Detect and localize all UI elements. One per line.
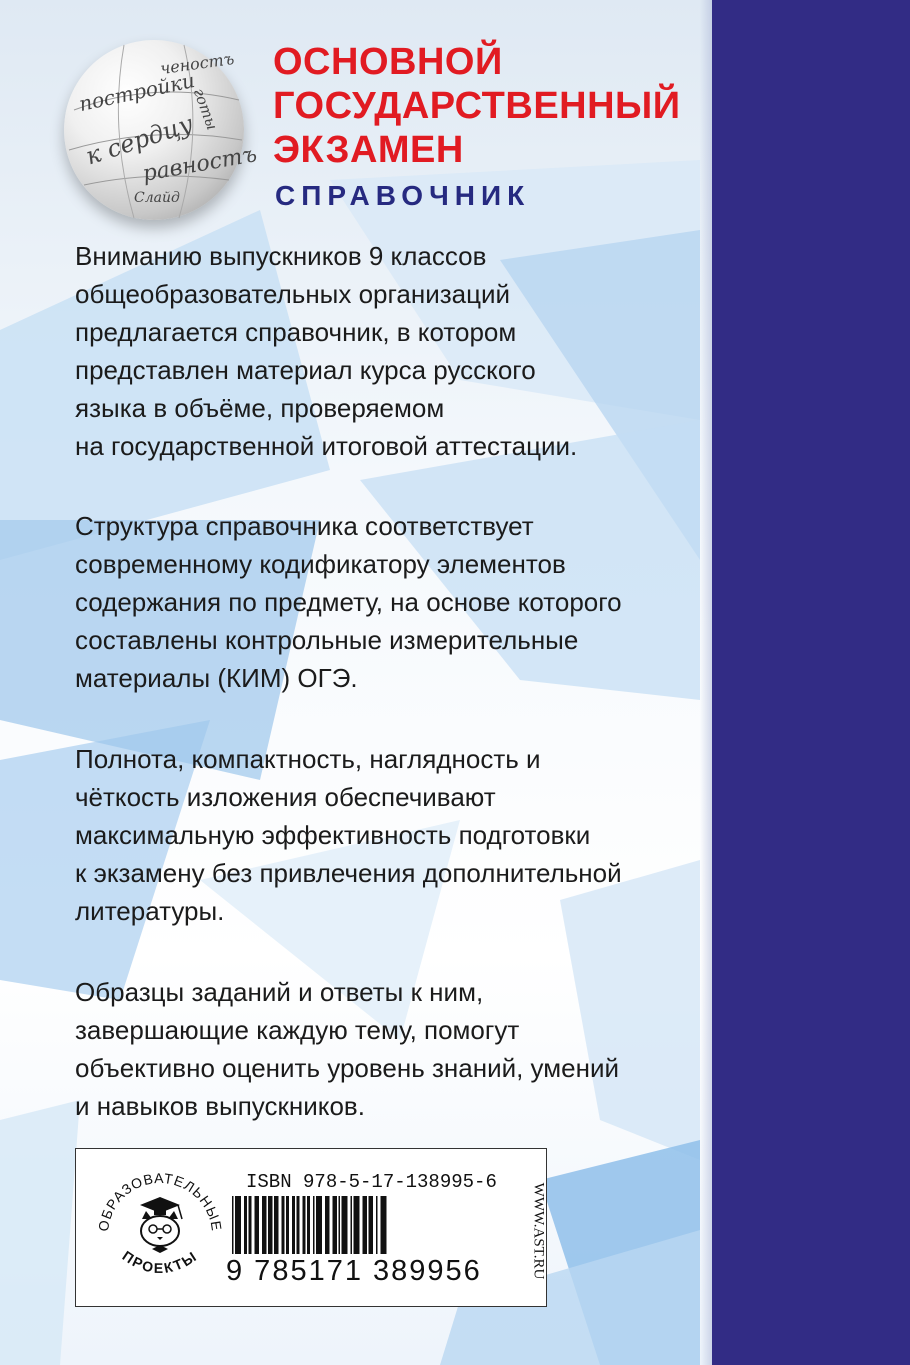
subtitle: СПРАВОЧНИК: [275, 180, 531, 211]
globe-word: Слайд: [134, 190, 180, 206]
barcode-bar: [316, 1196, 322, 1254]
globe-word: готы: [189, 85, 222, 133]
barcode-bar: [274, 1196, 279, 1254]
barcode-bar: [369, 1196, 374, 1254]
barcode-bar: [268, 1196, 273, 1254]
barcode-bar: [354, 1196, 360, 1254]
paragraph-line: литературы.: [75, 896, 225, 926]
barcode-bar: [303, 1196, 306, 1254]
exam-title: [273, 40, 681, 172]
paragraph-3: [75, 740, 695, 930]
paragraph-line: представлен материал курса русского: [75, 355, 536, 385]
barcode-bar: [249, 1196, 252, 1254]
paragraph-line: чёткость изложения обеспечивают: [75, 782, 496, 812]
paragraph-line: Структура справочника соответствует: [75, 511, 534, 541]
barcode-panel: [75, 1148, 547, 1307]
barcode-bar: [325, 1196, 330, 1254]
publisher-logo: [90, 1157, 230, 1297]
barcode-bar: [381, 1196, 387, 1254]
globe-word: постройки: [76, 68, 197, 116]
website-url: WWW.AST.RU: [530, 1182, 547, 1280]
barcode-bar: [333, 1196, 338, 1254]
isbn-number: ISBN 978-5-17-138995-6: [246, 1171, 497, 1193]
globe-word: к сердцу: [82, 109, 197, 171]
logo-top-text: ОБРАЗОВАТЕЛЬНЫЕ: [94, 1169, 226, 1233]
paragraph-line: Образцы заданий и ответы к ним,: [75, 977, 484, 1007]
paragraph-line: материалы (КИМ) ОГЭ.: [75, 663, 358, 693]
barcode-bar: [232, 1196, 234, 1254]
calligraphy-sphere-icon: [64, 40, 259, 220]
barcode-bar: [297, 1196, 300, 1254]
barcode-bar: [286, 1196, 289, 1254]
title-line: ЭКЗАМЕН: [273, 129, 464, 171]
paragraph-line: объективно оценить уровень знаний, умений: [75, 1053, 620, 1083]
paragraph-line: содержания по предмету, на основе которого: [75, 587, 622, 617]
paragraph-line: Вниманию выпускников 9 классов: [75, 241, 487, 271]
title-line: ОСНОВНОЙ: [273, 41, 503, 83]
paragraph-line: предлагается справочник, в котором: [75, 317, 517, 347]
paragraph-line: Полнота, компактность, наглядность и: [75, 744, 541, 774]
paragraph-line: составлены контрольные измерительные: [75, 625, 579, 655]
barcode-bar: [292, 1196, 295, 1254]
barcode-bar: [244, 1196, 247, 1254]
barcode-bar: [282, 1196, 285, 1254]
cat-in-graduation-cap-icon: [140, 1197, 182, 1253]
book-spine: [712, 0, 910, 1365]
barcode-bar: [313, 1196, 315, 1254]
barcode-bar: [235, 1196, 241, 1254]
paragraph-line: к экзамену без привлечения дополнительной: [75, 858, 622, 888]
logo-bottom-text: ПРОЕКТЫ: [119, 1247, 201, 1277]
globe-word: ченостъ: [159, 48, 236, 79]
globe-word: равностъ: [140, 142, 259, 187]
barcode-bars: [228, 1196, 518, 1254]
paragraph-2: [75, 507, 695, 697]
title-line: ГОСУДАРСТВЕННЫЙ: [273, 85, 681, 127]
paragraph-line: завершающие каждую тему, помогут: [75, 1015, 520, 1045]
website-vertical: [528, 1161, 548, 1301]
barcode-bar: [262, 1196, 267, 1254]
barcode-digits: 9 785171 389956: [226, 1255, 482, 1287]
paragraph-line: языка в объёме, проверяемом: [75, 393, 445, 423]
barcode-bar: [255, 1196, 260, 1254]
paragraph-1: [75, 237, 695, 465]
paragraph-4: [75, 973, 695, 1125]
barcode-bar: [351, 1196, 353, 1254]
paragraph-line: и навыков выпускников.: [75, 1091, 365, 1121]
paragraph-line: общеобразовательных организаций: [75, 279, 511, 309]
barcode-bar: [376, 1196, 378, 1254]
spine-edge-shadow: [700, 0, 712, 1365]
barcode-bar: [363, 1196, 368, 1254]
barcode-bar: [307, 1196, 310, 1254]
barcode-bar: [342, 1196, 348, 1254]
paragraph-line: на государственной итоговой аттестации.: [75, 431, 578, 461]
paragraph-line: современному кодификатору элементов: [75, 549, 566, 579]
paragraph-line: максимальную эффективность подготовки: [75, 820, 591, 850]
barcode-bar: [339, 1196, 341, 1254]
